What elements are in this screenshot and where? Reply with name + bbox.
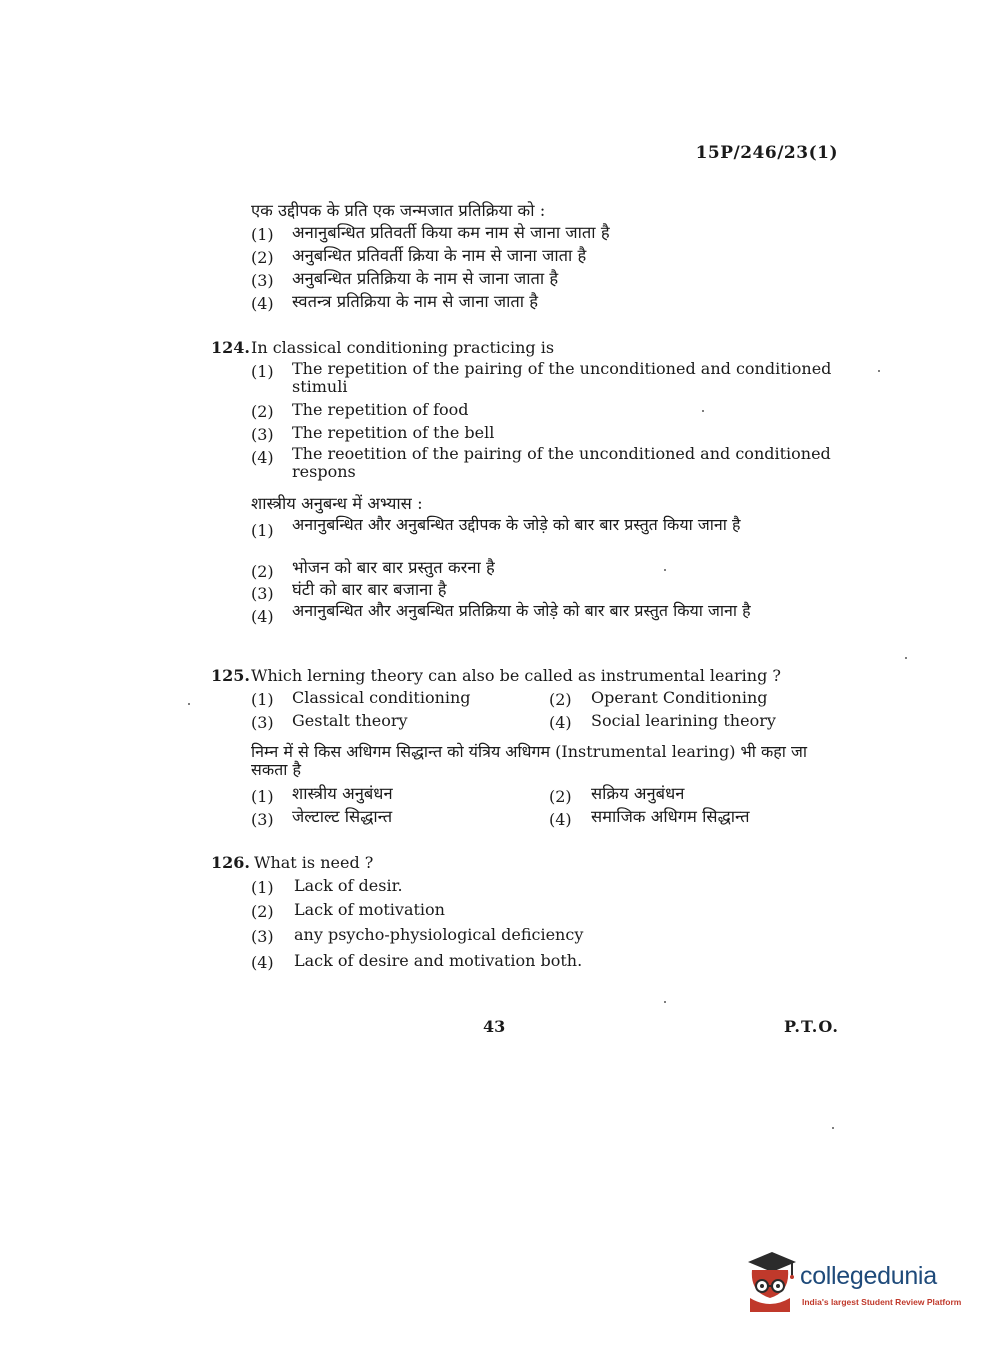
q125-opt2-text: Operant Conditioning: [591, 688, 768, 707]
q124-opt2-text: The repetition of food: [292, 400, 469, 419]
q124-h-opt4-text: अनानुबन्धित और अनुबन्धित प्रतिक्रिया के जोड़े को बार बार प्रस्तुत किया जाना है: [292, 601, 751, 620]
pto-label: P.T.O.: [784, 1017, 839, 1036]
q125-h-opt4-text: समाजिक अधिगम सिद्धान्त: [591, 807, 750, 826]
q126-number: 126.: [211, 853, 250, 872]
q123-h-opt4-num: (4): [251, 294, 274, 313]
q125-number: 125.: [211, 666, 250, 685]
brand-tagline: India's largest Student Review Platform: [802, 1297, 962, 1307]
q125-h-opt3-num: (3): [251, 810, 274, 829]
mascot-icon: [742, 1248, 800, 1312]
q124-h-opt2-text: भोजन को बार बार प्रस्तुत करना है: [292, 558, 495, 577]
q125-h-opt3-text: जेल्टाल्ट सिद्धान्त: [292, 807, 393, 826]
q125-opt1-text: Classical conditioning: [292, 688, 471, 707]
q123-h-opt2-text: अनुबन्धित प्रतिवर्ती क्रिया के नाम से जाना जाता है: [292, 246, 587, 265]
q124-hindi-stem: शास्त्रीय अनुबन्ध में अभ्यास :: [251, 494, 423, 513]
q126-opt1-num: (1): [251, 878, 274, 897]
q125-opt1-num: (1): [251, 690, 274, 709]
q126-opt4-num: (4): [251, 953, 274, 972]
q125-h-opt1-num: (1): [251, 787, 274, 806]
brand-name: collegedunia: [800, 1262, 937, 1290]
q126-opt2-num: (2): [251, 902, 274, 921]
q124-opt3-num: (3): [251, 425, 274, 444]
q126-stem: What is need ?: [254, 853, 374, 872]
q124-h-opt4-num: (4): [251, 607, 274, 626]
page-number: 43: [483, 1017, 506, 1036]
q126-opt4-text: Lack of desire and motivation both.: [294, 951, 583, 970]
q124-opt2-num: (2): [251, 402, 274, 421]
q125-opt2-num: (2): [549, 690, 572, 709]
q123-h-opt1-text: अनानुबन्धित प्रतिवर्ती किया कम नाम से जाना जाता है: [292, 223, 610, 242]
q124-opt4-text: The reoetition of the pairing of the unconditioned and conditioned respons: [292, 444, 831, 481]
q125-opt4-num: (4): [549, 713, 572, 732]
q124-number: 124.: [211, 338, 250, 357]
q123-h-opt1-num: (1): [251, 225, 274, 244]
collegedunia-logo: [742, 1248, 972, 1318]
q124-h-opt3-num: (3): [251, 584, 274, 603]
q123-h-opt3-text: अनुबन्धित प्रतिक्रिया के नाम से जाना जाता है: [292, 269, 559, 288]
q126-opt2-text: Lack of motivation: [294, 900, 445, 919]
q125-opt4-text: Social learining theory: [591, 711, 776, 730]
q125-h-opt2-text: सक्रिय अनुबंधन: [591, 784, 685, 803]
q125-h-opt2-num: (2): [549, 787, 572, 806]
paper-code: 15P/246/23(1): [695, 143, 838, 163]
q124-opt3-text: The repetition of the bell: [292, 423, 495, 442]
q125-h-opt4-num: (4): [549, 810, 572, 829]
q126-opt3-num: (3): [251, 927, 274, 946]
q123-h-opt2-num: (2): [251, 248, 274, 267]
q124-stem: In classical conditioning practicing is: [251, 338, 555, 357]
q125-stem: Which lerning theory can also be called as instrumental learing ?: [251, 666, 781, 685]
q125-hindi-stem: निम्न में से किस अधिगम सिद्धान्त को यंत्रिय अधिगम (Instrumental learing) भी कहा जा सकता है: [251, 742, 808, 779]
q124-h-opt2-num: (2): [251, 562, 274, 581]
q124-opt4-num: (4): [251, 448, 274, 467]
q123-h-opt4-text: स्वतन्त्र प्रतिक्रिया के नाम से जाना जाता है: [292, 292, 539, 311]
q124-h-opt3-text: घंटी को बार बार बजाना है: [292, 580, 447, 599]
q124-opt1-text: The repetition of the pairing of the unconditioned and conditioned stimuli: [292, 359, 832, 396]
q125-opt3-text: Gestalt theory: [292, 711, 408, 730]
q125-h-opt1-text: शास्त्रीय अनुबंधन: [292, 784, 393, 803]
q123-h-opt3-num: (3): [251, 271, 274, 290]
q124-opt1-num: (1): [251, 362, 274, 381]
q124-h-opt1-num: (1): [251, 521, 274, 540]
q123-hindi-stem: एक उद्दीपक के प्रति एक जन्मजात प्रतिक्रिया को :: [251, 201, 546, 220]
q125-opt3-num: (3): [251, 713, 274, 732]
q126-opt1-text: Lack of desir.: [294, 876, 403, 895]
q124-h-opt1-text: अनानुबन्धित और अनुबन्धित उद्दीपक के जोड़े को बार बार प्रस्तुत किया जाना है: [292, 515, 741, 534]
q126-opt3-text: any psycho-physiological deficiency: [294, 925, 584, 944]
